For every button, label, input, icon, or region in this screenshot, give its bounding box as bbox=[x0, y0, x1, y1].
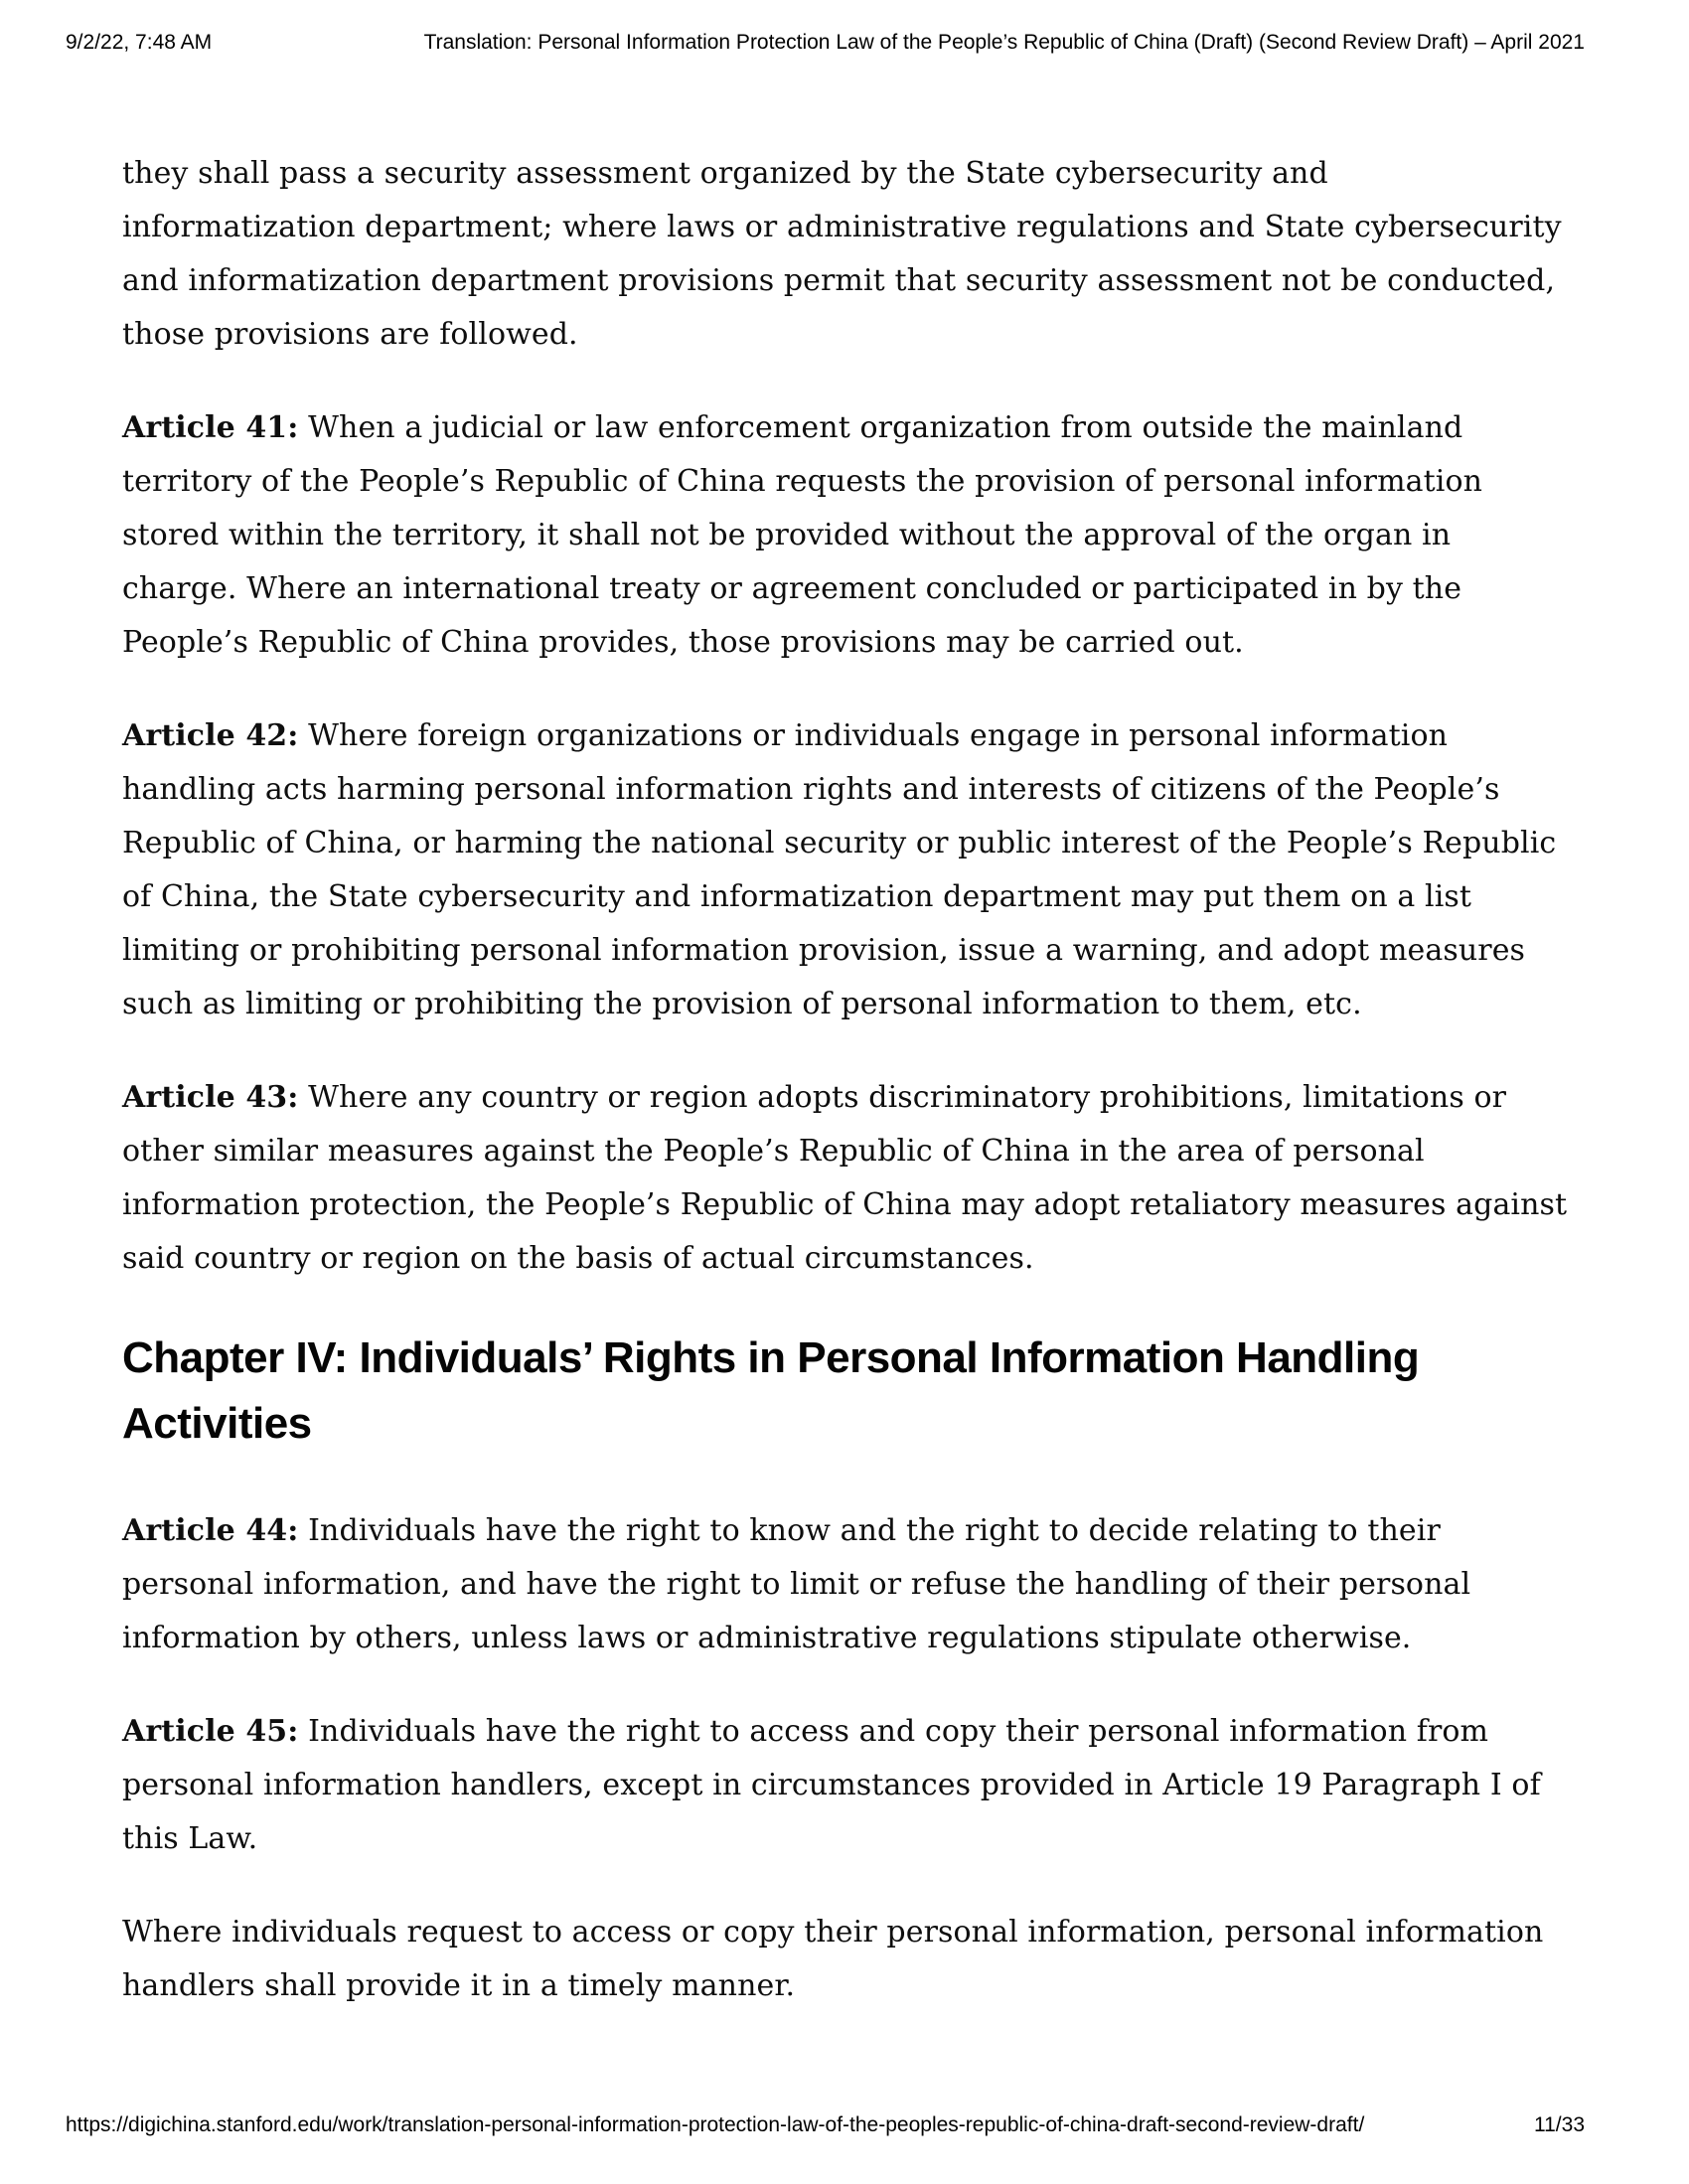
document-content bbox=[122, 147, 1568, 2053]
article-44-text: Individuals have the right to know and the right to decide relating to their personal information, and have the right to limit or refuse the handling of their personal information by others, unless laws or administrative regulations stipulate otherwise. bbox=[122, 1513, 1471, 1655]
article-42-text: Where foreign organizations or individuals engage in personal information handling acts harming personal information rights and interests of citizens of the People’s Republic of China, or harming the national security or public interest of the People’s Republic of China, the State cybersecurity and informatization department may put them on a list limiting or prohibiting personal information provision, issue a warning, and adopt measures such as limiting or prohibiting the provision of personal information to them, etc. bbox=[122, 718, 1557, 1021]
chapter-iv-heading: Chapter IV: Individuals’ Rights in Personal Information Handling Activities bbox=[122, 1333, 1420, 1448]
article-41-label: Article 41: bbox=[122, 410, 299, 445]
continuation-paragraph-text: they shall pass a security assessment organized by the State cybersecurity and informatization department; where laws or administrative regulations and State cybersecurity and informatization department provisions permit that security assessment not be conducted, those provisions are followed. bbox=[122, 156, 1562, 352]
article-44-label: Article 44: bbox=[122, 1513, 299, 1548]
print-footer-url: https://digichina.stanford.edu/work/translation-personal-information-protection-law-of-the-peoples-republic-of-china-draft-second-review-draft/ bbox=[66, 2113, 1365, 2136]
print-header-title: Translation: Personal Information Protection Law of the People’s Republic of China (Draft) (Second Review Draft) – April 2021 bbox=[423, 31, 1585, 54]
article-45-second-paragraph-text: Where individuals request to access or copy their personal information, personal information handlers shall provide it in a timely manner. bbox=[122, 1915, 1544, 2003]
print-footer-page-number: 11/33 bbox=[1534, 2113, 1585, 2136]
print-header-datetime: 9/2/22, 7:48 AM bbox=[66, 31, 213, 54]
article-45-paragraph bbox=[122, 1705, 1568, 1866]
article-41-paragraph bbox=[122, 401, 1568, 670]
article-43-text: Where any country or region adopts discriminatory prohibitions, limitations or other similar measures against the People’s Republic of China in the area of personal information protection, the People’s Republic of China may adopt retaliatory measures against said country or region on the basis of actual circumstances. bbox=[122, 1080, 1568, 1276]
article-41-text: When a judicial or law enforcement organization from outside the mainland territory of the People’s Republic of China requests the provision of personal information stored within the territory, it shall not be provided without the approval of the organ in charge. Where an international treaty or agreement concluded or participated in by the People’s Republic of China provides, those provisions may be carried out. bbox=[122, 410, 1483, 660]
article-42-label: Article 42: bbox=[122, 718, 299, 753]
article-45-second-paragraph bbox=[122, 1906, 1568, 2013]
article-42-paragraph bbox=[122, 709, 1568, 1031]
article-43-paragraph bbox=[122, 1071, 1568, 1286]
article-43-label: Article 43: bbox=[122, 1080, 299, 1115]
continuation-paragraph bbox=[122, 147, 1568, 362]
article-44-paragraph bbox=[122, 1504, 1568, 1665]
article-45-label: Article 45: bbox=[122, 1714, 299, 1749]
article-45-text: Individuals have the right to access and copy their personal information from personal information handlers, except in circumstances provided in Article 19 Paragraph I of this Law. bbox=[122, 1714, 1541, 1856]
